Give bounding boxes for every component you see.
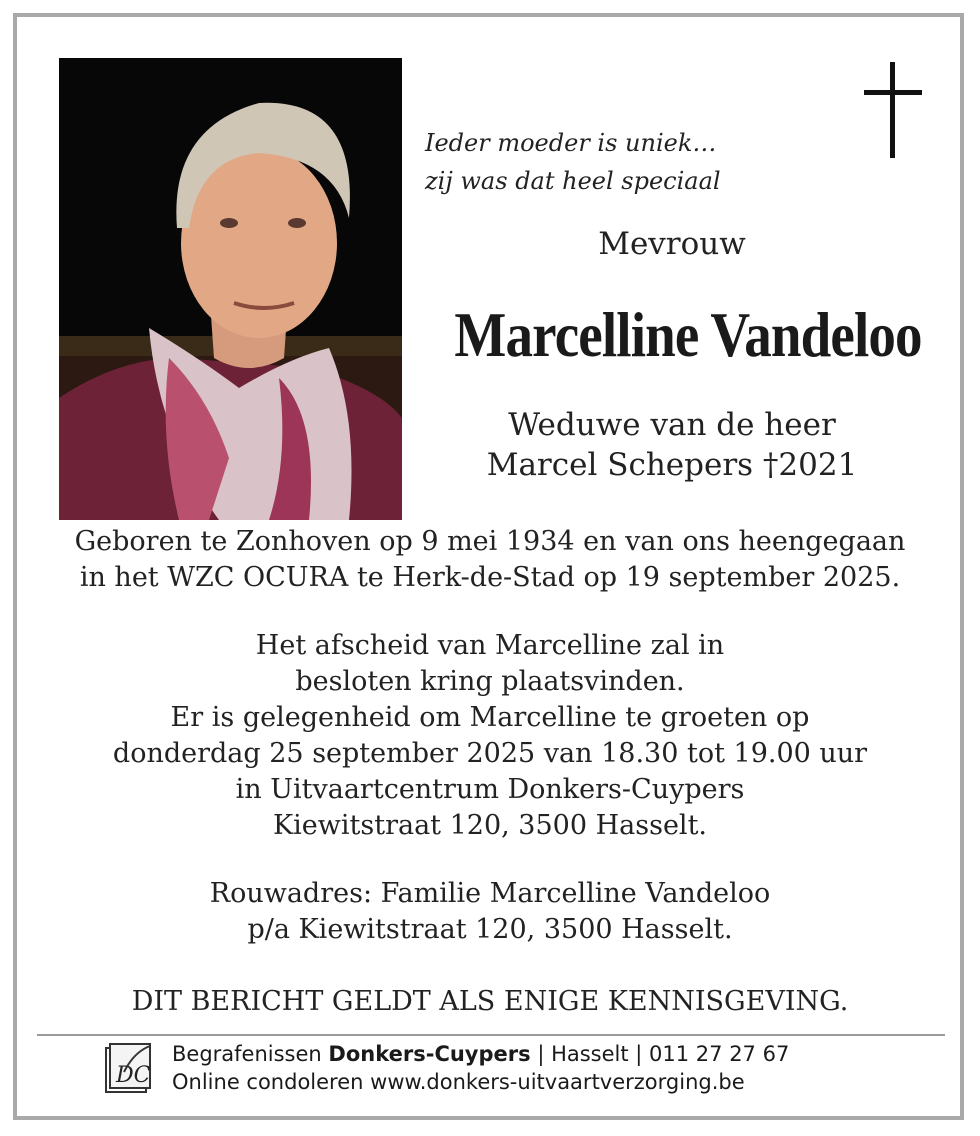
text-line: in het WZC OCURA te Herk-de-Stad op 19 september 2025. <box>79 562 901 593</box>
mourning-address <box>40 876 940 948</box>
birth-death-info <box>40 524 940 596</box>
divider <box>37 1034 945 1036</box>
company-name: Donkers-Cuypers <box>328 1042 531 1066</box>
footer-line <box>172 1068 932 1096</box>
salutation: Mevrouw <box>598 226 746 262</box>
notice: DIT BERICHT GELDT ALS ENIGE KENNISGEVING. <box>131 986 849 1017</box>
text-line: donderdag 25 september 2025 van 18.30 tot 19.00 uur <box>112 738 868 769</box>
text-line: in Uitvaartcentrum Donkers-Cuypers <box>235 774 745 805</box>
cross-icon <box>864 62 922 158</box>
text-line: besloten kring plaatsvinden. <box>295 666 685 697</box>
deceased-name: Marcelline Vandeloo <box>454 299 922 370</box>
svg-text:DC: DC <box>116 1063 151 1088</box>
text-line: Er is gelegenheid om Marcelline te groeten op <box>170 702 810 733</box>
funeral-home-footer <box>172 1040 932 1096</box>
text-line: Geboren te Zonhoven op 9 mei 1934 en van ons heengegaan <box>74 526 906 557</box>
motto-line: zij was dat heel speciaal <box>425 167 721 195</box>
text-line: Kiewitstraat 120, 3500 Hasselt. <box>272 810 708 841</box>
motto <box>425 124 845 200</box>
portrait-photo <box>59 58 402 520</box>
footer-line <box>172 1040 932 1068</box>
farewell-info <box>40 628 940 844</box>
footer-prefix: Begrafenissen <box>172 1042 322 1066</box>
widow-line: Marcel Schepers †2021 <box>486 447 858 483</box>
condolences-label: Online condoleren <box>172 1070 364 1094</box>
funeral-home-logo <box>104 1042 154 1094</box>
text-line: p/a Kiewitstraat 120, 3500 Hasselt. <box>247 914 733 945</box>
widow-of <box>430 405 914 485</box>
city-phone: | Hasselt | 011 27 27 67 <box>537 1042 790 1066</box>
motto-line: Ieder moeder is uniek… <box>425 129 717 157</box>
text-line: Het afscheid van Marcelline zal in <box>255 630 725 661</box>
text-line: Rouwadres: Familie Marcelline Vandeloo <box>209 878 771 909</box>
website-link[interactable]: www.donkers-uitvaartverzorging.be <box>370 1070 745 1094</box>
widow-line: Weduwe van de heer <box>508 407 836 443</box>
